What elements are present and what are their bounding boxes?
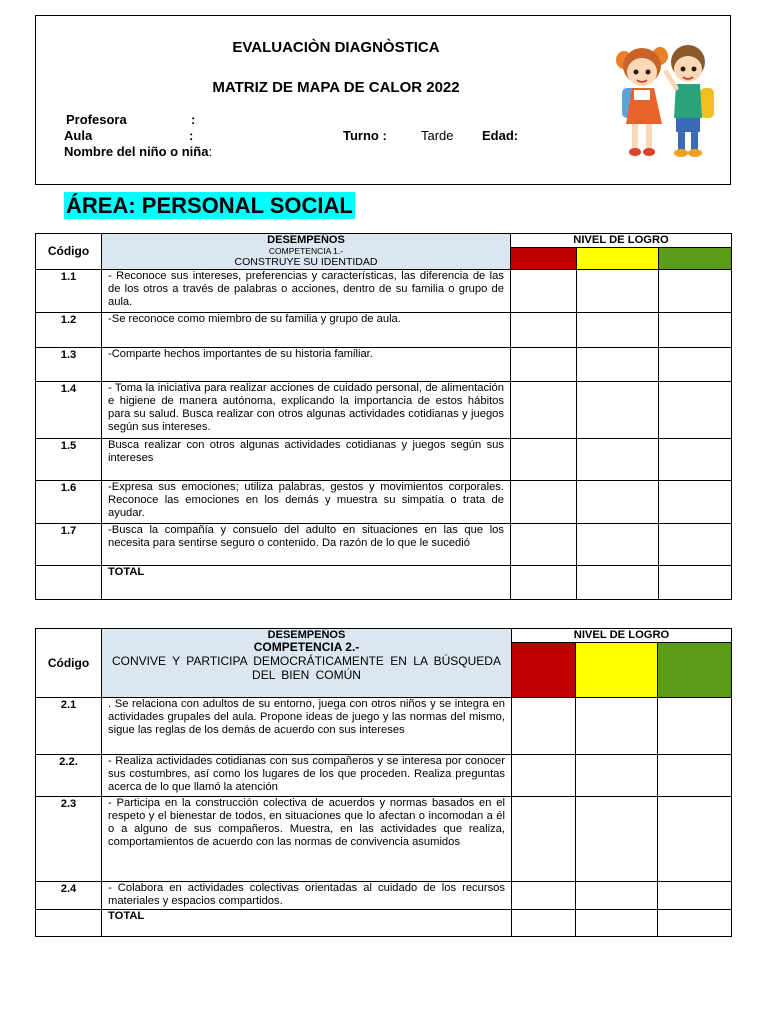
row-code: 1.3 [36, 348, 102, 382]
profesora-label: Profesora [66, 112, 127, 127]
nombre-row [64, 144, 212, 159]
nivel-cell[interactable] [658, 797, 732, 882]
document-subtitle: MATRIZ DE MAPA DE CALOR 2022 [212, 79, 460, 96]
nivel-cell[interactable] [577, 348, 659, 382]
nivel-cell[interactable] [576, 755, 658, 797]
competencia-label: COMPETENCIA 1.- [268, 246, 344, 256]
nivel-cell[interactable] [511, 348, 577, 382]
nivel-cell[interactable] [659, 382, 732, 439]
nivel-red-cell [511, 248, 577, 270]
total-code-cell [36, 910, 102, 937]
nivel-cell[interactable] [511, 524, 577, 566]
desempenos-label: DESEMPEÑOS [267, 234, 345, 246]
nivel-cell[interactable] [658, 882, 732, 910]
edad-label: Edad: [482, 128, 519, 143]
nivel-cell[interactable] [511, 439, 577, 481]
competencia-1-table [35, 233, 732, 600]
row-desempeno: -Se reconoce como miembro de su familia y grupo de aula. [102, 313, 511, 348]
nivel-cell[interactable] [577, 270, 659, 313]
table-row [36, 524, 732, 566]
nivel-green-cell [659, 248, 732, 270]
nivel-cell[interactable] [577, 439, 659, 481]
nivel-cell[interactable] [658, 698, 732, 755]
total-label: TOTAL [102, 566, 511, 600]
nivel-cell[interactable] [659, 439, 732, 481]
row-desempeno: - Realiza actividades cotidianas con sus compañeros y se interesa por conocer sus costumbres, así como los lugares de los que proceden. Realiza preguntas acerca de lo que llamó la atención [102, 755, 512, 797]
nivel-green-cell [658, 643, 732, 698]
table-row [36, 439, 732, 481]
row-desempeno: -Busca la compañía y consuelo del adulto en situaciones en las que los necesita para sentirse seguro o contenido. Da razón de lo que le sucedió [102, 524, 511, 566]
nivel-cell[interactable] [659, 481, 732, 524]
row-code: 2.4 [36, 882, 102, 910]
desempenos-header [102, 629, 512, 698]
nombre-colon: : [208, 144, 213, 159]
table-row [36, 313, 732, 348]
area-title: ÁREA: PERSONAL SOCIAL [66, 193, 353, 218]
total-code-cell [36, 566, 102, 600]
row-code: 2.1 [36, 698, 102, 755]
row-code: 1.2 [36, 313, 102, 348]
row-code: 1.4 [36, 382, 102, 439]
nivel-cell[interactable] [511, 270, 577, 313]
row-code: 1.7 [36, 524, 102, 566]
row-code: 2.3 [36, 797, 102, 882]
desempenos-label: DESEMPEÑOS [267, 629, 346, 641]
profesora-colon: : [191, 112, 196, 127]
table-row [36, 481, 732, 524]
competencia-name: CONSTRUYE SU IDENTIDAD [234, 256, 378, 268]
nivel-logro-header: NIVEL DE LOGRO [512, 629, 732, 643]
total-row [36, 566, 732, 600]
table-row [36, 797, 732, 882]
row-code: 1.6 [36, 481, 102, 524]
nivel-yellow-cell [577, 248, 659, 270]
nivel-cell[interactable] [658, 910, 732, 937]
document-title: EVALUACIÒN DIAGNÒSTICA [232, 39, 440, 56]
nivel-cell[interactable] [659, 566, 732, 600]
nivel-cell[interactable] [511, 481, 577, 524]
row-code: 2.2. [36, 755, 102, 797]
nivel-cell[interactable] [512, 755, 576, 797]
row-desempeno: - Toma la iniciativa para realizar acciones de cuidado personal, de alimentación e higiene de manera autónoma, explicando la importancia de estos hábitos para su salud. Busca realizar con otros algunas actividades cotidianas y juegos según sus intereses. [102, 382, 511, 439]
nivel-cell[interactable] [511, 382, 577, 439]
row-code: 1.5 [36, 439, 102, 481]
total-row [36, 910, 732, 937]
nivel-cell[interactable] [511, 566, 577, 600]
row-desempeno: - Colabora en actividades colectivas orientadas al cuidado de los recursos materiales y espacios compartidos. [102, 882, 512, 910]
nivel-yellow-cell [576, 643, 658, 698]
nivel-cell[interactable] [659, 524, 732, 566]
children-illustration [608, 32, 720, 172]
nivel-cell[interactable] [576, 882, 658, 910]
nivel-cell[interactable] [659, 348, 732, 382]
nivel-cell[interactable] [658, 755, 732, 797]
row-desempeno: - Reconoce sus intereses, preferencias y características, las diferencia de las de los otros a través de palabras o acciones, dentro de su familia o grupo de aula. [102, 270, 511, 313]
table-row [36, 882, 732, 910]
table-row [36, 270, 732, 313]
nivel-cell[interactable] [511, 313, 577, 348]
nivel-cell[interactable] [659, 313, 732, 348]
nivel-cell[interactable] [512, 698, 576, 755]
nivel-cell[interactable] [577, 524, 659, 566]
table-row [36, 348, 732, 382]
nivel-cell[interactable] [576, 797, 658, 882]
nivel-cell[interactable] [576, 698, 658, 755]
aula-colon: : [189, 128, 194, 143]
turno-label: Turno : [343, 128, 387, 143]
nombre-label: Nombre del niño o niña [64, 144, 209, 159]
nivel-cell[interactable] [512, 882, 576, 910]
table-row [36, 698, 732, 755]
codigo-header: Código [36, 234, 102, 270]
row-desempeno: Busca realizar con otros algunas actividades cotidianas y juegos según sus intereses [102, 439, 511, 481]
codigo-header: Código [36, 629, 102, 698]
row-desempeno: - Participa en la construcción colectiva de acuerdos y normas basados en el respeto y el bienestar de todos, en situaciones que lo afectan o incomodan a él o a alguno de sus compañeros. Muestra, en las actividades que realiza, comportamientos de acuerdo con las normas de convivencia asumidos [102, 797, 512, 882]
nivel-cell[interactable] [577, 382, 659, 439]
table-row [36, 382, 732, 439]
competencia-label: COMPETENCIA 2.- [253, 640, 360, 654]
header-box [35, 15, 731, 185]
nivel-cell[interactable] [577, 481, 659, 524]
table-row [36, 755, 732, 797]
nivel-red-cell [512, 643, 576, 698]
aula-label: Aula [64, 128, 93, 143]
row-code: 1.1 [36, 270, 102, 313]
nivel-cell[interactable] [577, 566, 659, 600]
nivel-cell[interactable] [577, 313, 659, 348]
row-desempeno: -Comparte hechos importantes de su historia familiar. [102, 348, 511, 382]
row-desempeno: . Se relaciona con adultos de su entorno, juega con otros niños y se integra en actividades grupales del aula. Propone ideas de juego y las normas del mismo, sigue las reglas de los demás de acuerdo con sus intereses [102, 698, 512, 755]
turno-value: Tarde [421, 128, 454, 143]
nivel-cell[interactable] [659, 270, 732, 313]
nivel-cell[interactable] [512, 910, 576, 937]
competencia-2-table [35, 628, 732, 937]
desempenos-header [102, 234, 511, 270]
nivel-cell[interactable] [512, 797, 576, 882]
row-desempeno: -Expresa sus emociones; utiliza palabras, gestos y movimientos corporales. Reconoce las emociones en los demás y muestra su simpatía o trata de ayudar. [102, 481, 511, 524]
nivel-cell[interactable] [576, 910, 658, 937]
total-label: TOTAL [102, 910, 512, 937]
nivel-logro-header: NIVEL DE LOGRO [511, 234, 732, 248]
competencia-name: CONVIVE Y PARTICIPA DEMOCRÁTICAMENTE EN LA BÚSQUEDA DEL BIEN COMÚN [112, 654, 501, 682]
